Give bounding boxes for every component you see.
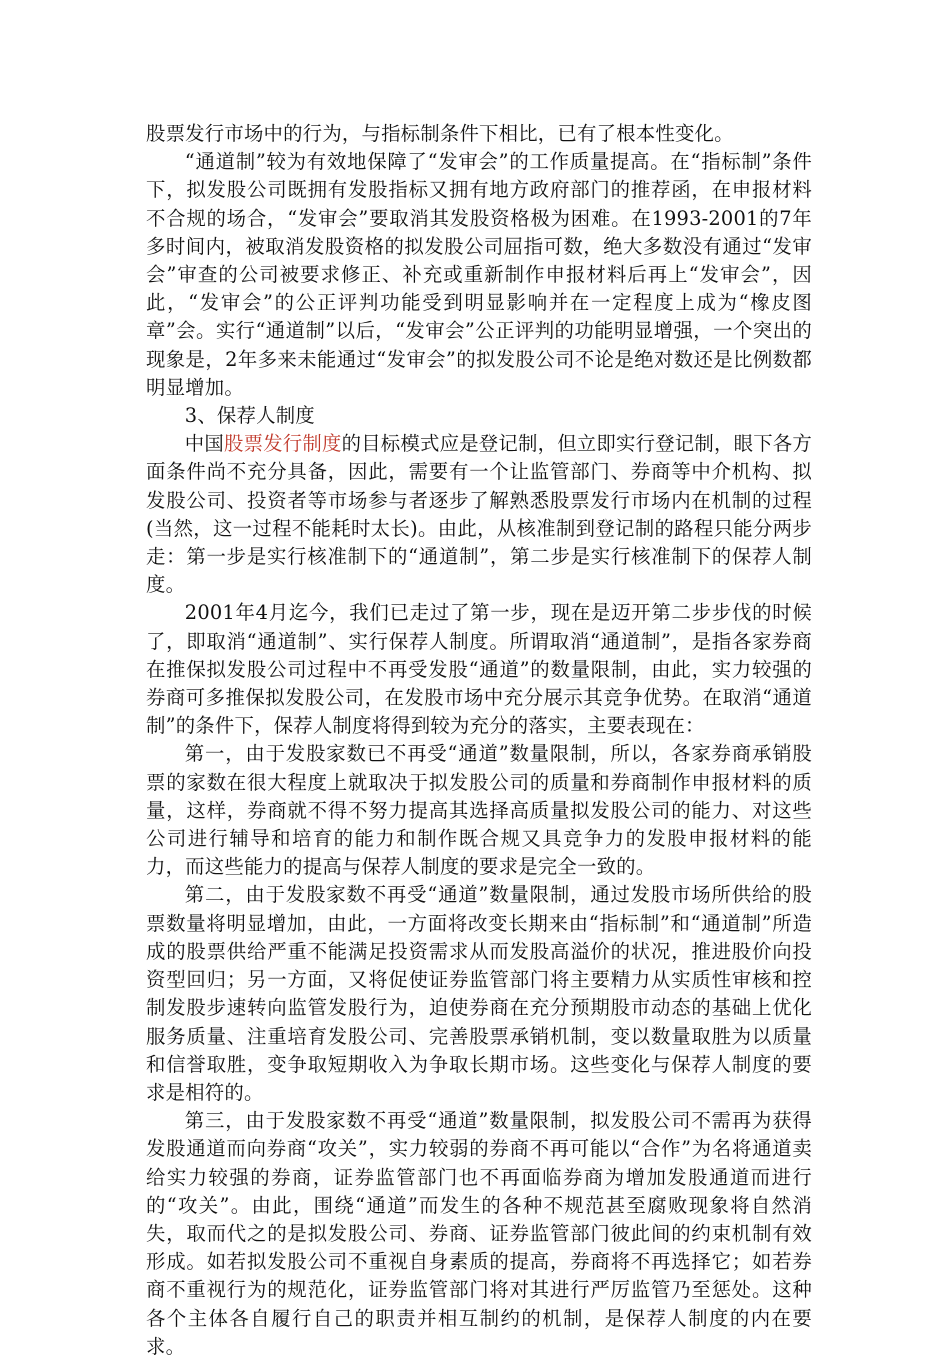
paragraph-1: 股票发行市场中的行为，与指标制条件下相比，已有了根本性变化。	[146, 122, 734, 145]
paragraph-2: “通道制”较为有效地保障了“发审会”的工作质量提高。在“指标制”条件下，拟发股公司既拥有发股指标又拥有地方政府部门的推荐函，在申报材料不合规的场合，“发审会”要取消其发股资格极为困难。在1993-2001的7年多时间内，被取消发股资格的拟发股公司屈指可数，绝大多数没有通过“发审会”审查的公司被要求修正、补充或重新制作申报材料后再上“发审会”，因此，“发审会”的公正评判功能受到明显影响并在一定程度上成为“橡皮图章”会。实行“通道制”以后，“发审会”公正评判的功能明显增强，一个突出的现象是，2年多来未能通过“发审会”的拟发股公司不论是绝对数还是比例数都明显增加。	[146, 150, 812, 399]
paragraph-7: 第三，由于发股家数不再受“通道”数量限制，拟发股公司不需再为获得发股通道而向券商“攻关”，实力较弱的券商不再可能以“合作”为名将通道卖给实力较强的券商，证券监管部门也不再面临券商为增加发股通道而进行的“攻关”。由此，围绕“通道”而发生的各种不规范甚至腐败现象将自然消失，取而代之的是拟发股公司、券商、证券监管部门彼此间的约束机制有效形成。如若拟发股公司不重视自身素质的提高，券商将不再选择它；如若券商不重视行为的规范化，证券监管部门将对其进行严厉监管乃至惩处。这种各个主体各自履行自己的职责并相互制约的机制，是保荐人制度的内在要求。	[146, 1109, 812, 1358]
section-heading-3: 3、保荐人制度	[184, 404, 315, 428]
document-body	[146, 120, 812, 1361]
paragraph-3-rest: 的目标模式应是登记制，但立即实行登记制，眼下各方面条件尚不充分具备，因此，需要有一个让监管部门、券商等中介机构、拟发股公司、投资者等市场参与者逐步了解熟悉股票发行市场内在机制的过程(当然，这一过程不能耗时太长)。由此，从核准制到登记制的路程只能分两步走：第一步是实行核准制下的“通道制”，第二步是实行核准制下的保荐人制度。	[146, 432, 812, 597]
paragraph-4: 2001年4月迄今，我们已走过了第一步，现在是迈开第二步步伐的时候了，即取消“通道制”、实行保荐人制度。所谓取消“通道制”，是指各家券商在推保拟发股公司过程中不再受发股“通道”的数量限制，由此，实力较强的券商可多推保拟发股公司，在发股市场中充分展示其竞争优势。在取消“通道制”的条件下，保荐人制度将得到较为充分的落实，主要表现在：	[146, 601, 812, 738]
paragraph-3-lead: 中国	[184, 432, 224, 456]
paragraph-6: 第二，由于发股家数不再受“通道”数量限制，通过发股市场所供给的股票数量将明显增加，由此，一方面将改变长期来由“指标制”和“通道制”所造成的股票供给严重不能满足投资需求从而发股高溢价的状况，推进股价向投资型回归；另一方面，又将促使证券监管部门将主要精力从实质性审核和控制发股步速转向监管发股行为，迫使券商在充分预期股市动态的基础上优化服务质量、注重培育发股公司、完善股票承销机制，变以数量取胜为以质量和信誉取胜，变争取短期收入为争取长期市场。这些变化与保荐人制度的要求是相符的。	[146, 883, 812, 1104]
paragraph-5: 第一，由于发股家数已不再受“通道”数量限制，所以，各家券商承销股票的家数在很大程度上就取决于拟发股公司的质量和券商制作申报材料的质量，这样，券商就不得不努力提高其选择高质量拟发股公司的能力、对这些公司进行辅导和培育的能力和制作既合规又具竞争力的发股申报材料的能力，而这些能力的提高与保荐人制度的要求是完全一致的。	[146, 742, 812, 879]
paragraph-3	[146, 430, 812, 599]
stock-issuance-system-link[interactable]: 股票发行制度	[224, 432, 342, 456]
